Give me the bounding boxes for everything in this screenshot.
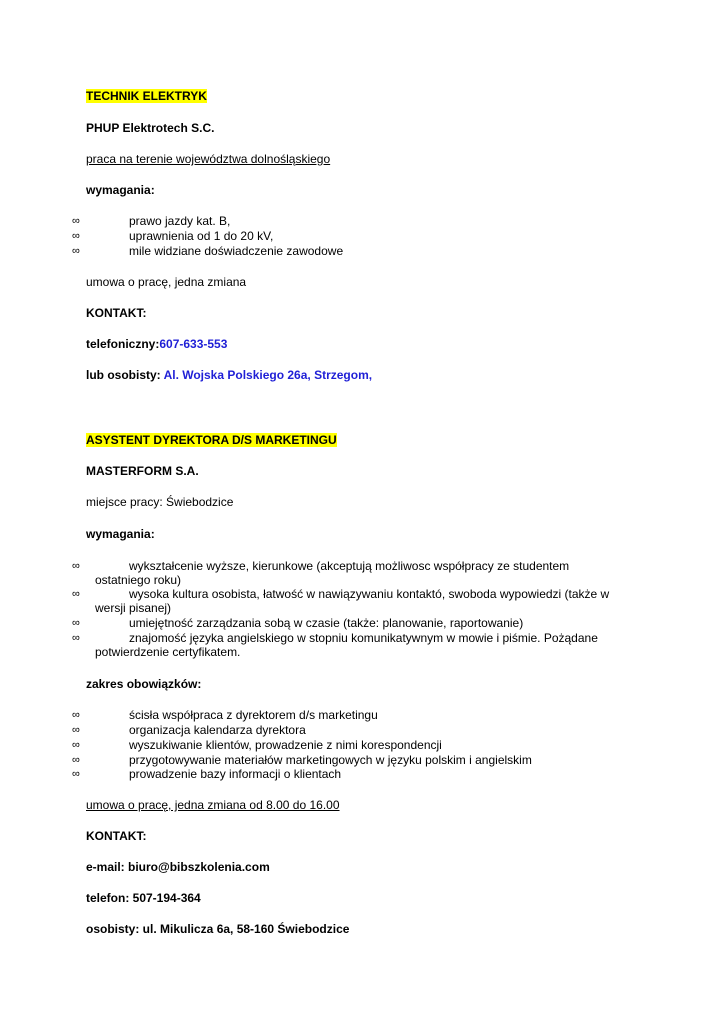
list-item: ścisła współpraca z dyrektorem d/s marketingu xyxy=(129,708,378,722)
list-item-continuation: potwierdzenie certyfikatem. xyxy=(95,645,241,659)
bullet-icon: ∞ xyxy=(72,588,80,600)
job1-contact-label: KONTAKT: xyxy=(86,306,147,320)
job1-requirements-label: wymagania: xyxy=(86,183,155,197)
list-item: prawo jazdy kat. B, xyxy=(129,214,231,228)
job2-location: miejsce pracy: Świebodzice xyxy=(86,495,234,509)
job2-requirements-label: wymagania: xyxy=(86,527,155,541)
bullet-icon: ∞ xyxy=(72,754,80,766)
job1-title: TECHNIK ELEKTRYK xyxy=(86,89,207,103)
list-item: wysoka kultura osobista, łatwość w nawiązywaniu kontaktó, swoboda wypowiedzi (także w xyxy=(129,587,610,601)
bullet-icon: ∞ xyxy=(72,617,80,629)
bullet-icon: ∞ xyxy=(72,560,80,572)
personal-label: lub osobisty: xyxy=(86,368,161,382)
list-item-continuation: wersji pisanej) xyxy=(95,601,172,615)
job1-phone xyxy=(86,337,227,352)
job2-title: ASYSTENT DYREKTORA D/S MARKETINGU xyxy=(86,433,337,447)
list-item: przygotowywanie materiałów marketingowych w języku polskim i angielskim xyxy=(129,753,532,767)
list-item: prowadzenie bazy informacji o klientach xyxy=(129,767,342,781)
phone-value[interactable]: 607-633-553 xyxy=(159,337,228,351)
list-item: znajomość języka angielskiego w stopniu komunikatywnym w mowie i piśmie. Pożądane xyxy=(129,631,598,645)
bullet-icon: ∞ xyxy=(72,768,80,780)
list-item: mile widziane doświadczenie zawodowe xyxy=(129,244,344,258)
bullet-icon: ∞ xyxy=(72,230,80,242)
job1-personal xyxy=(86,368,372,383)
list-item-continuation: ostatniego roku) xyxy=(95,573,182,587)
bullet-icon: ∞ xyxy=(72,739,80,751)
address-value[interactable]: Al. Wojska Polskiego 26a, Strzegom, xyxy=(163,368,373,382)
bullet-icon: ∞ xyxy=(72,709,80,721)
job1-company: PHUP Elektrotech S.C. xyxy=(86,121,215,135)
job1-location: praca na terenie województwa dolnośląskiego xyxy=(86,152,331,166)
job2-contact-label: KONTAKT: xyxy=(86,829,147,843)
job2-duties-label: zakres obowiązków: xyxy=(86,677,202,691)
bullet-icon: ∞ xyxy=(72,632,80,644)
list-item: umiejętność zarządzania sobą w czasie (także: planowanie, raportowanie) xyxy=(129,616,524,630)
job1-contract: umowa o pracę, jedna zmiana xyxy=(86,275,247,289)
list-item: wyszukiwanie klientów, prowadzenie z nimi korespondencji xyxy=(129,738,442,752)
list-item: organizacja kalendarza dyrektora xyxy=(129,723,306,737)
bullet-icon: ∞ xyxy=(72,215,80,227)
job2-address: osobisty: ul. Mikulicza 6a, 58-160 Świebodzice xyxy=(86,922,350,936)
job2-company: MASTERFORM S.A. xyxy=(86,464,199,478)
job2-contract: umowa o pracę, jedna zmiana od 8.00 do 16.00 xyxy=(86,798,340,812)
job2-email[interactable]: e-mail: biuro@bibszkolenia.com xyxy=(86,860,270,874)
list-item: wykształcenie wyższe, kierunkowe (akceptują możliwosc współpracy ze studentem xyxy=(129,559,570,573)
bullet-icon: ∞ xyxy=(72,724,80,736)
phone-label: telefoniczny: xyxy=(86,337,160,351)
list-item: uprawnienia od 1 do 20 kV, xyxy=(129,229,274,243)
bullet-icon: ∞ xyxy=(72,245,80,257)
job2-phone[interactable]: telefon: 507-194-364 xyxy=(86,891,201,905)
